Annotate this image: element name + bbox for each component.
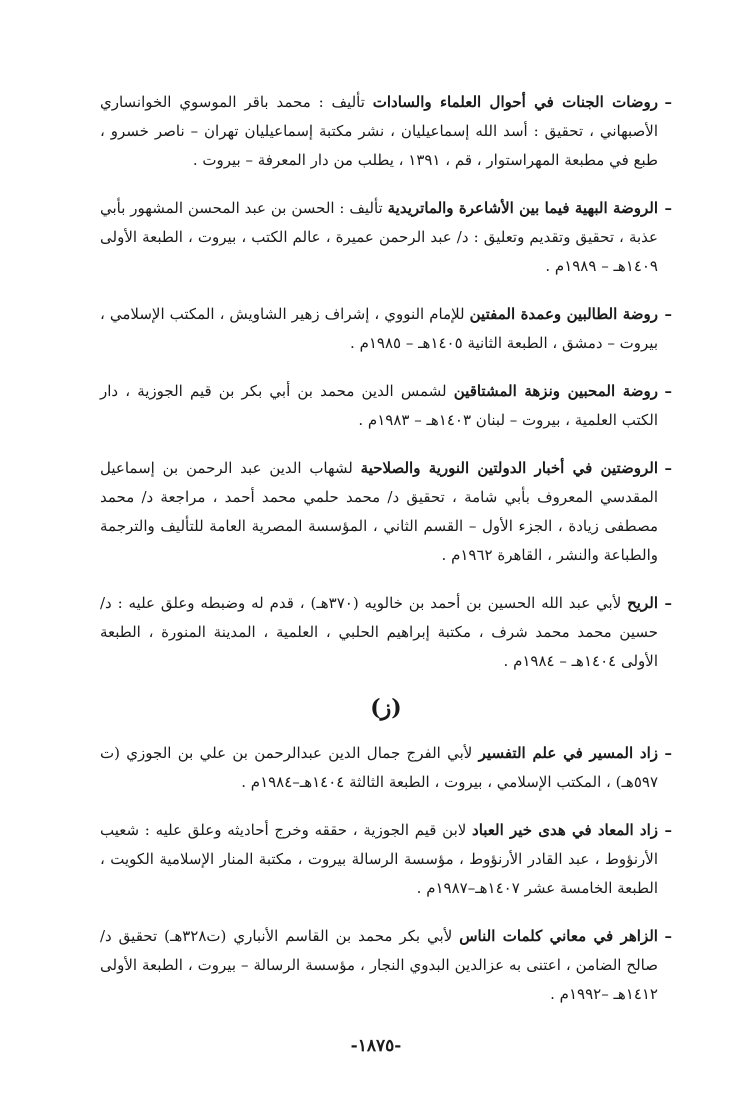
entry-title: روضة الطالبين وعمدة المفتين [469,305,659,323]
entry-details: تأليف : محمد باقر الموسوي الخوانساري الأصبهاني ، تحقيق : أسد الله إسماعيليان ، نشر مكتبة إسماعيليان تهران – ناصر خسرو ، طبع في مطبعة المهراستوار ، قم ، ١٣٩١ ، يطلب من دار المعرفة – بيروت . [100,93,658,169]
entry-details: لأبي عبد الله الحسين بن أحمد بن خالويه (٣٧٠هـ) ، قدم له وضبطه وعلق عليه : د/ حسين محمد محمد شرف ، مكتبة إبراهيم الحلبي ، العلمية ، المدينة المنورة ، الطبعة الأولى ١٤٠٤هـ – ١٩٨٤م . [100,594,658,670]
bibliography-entry [100,88,672,175]
entry-title: الريح [627,594,658,612]
bibliography-entry [100,194,672,281]
entry-details: لابن قيم الجوزية ، حققه وخرج أحاديثه وعلق عليه : شعيب الأرنؤوط ، عبد القادر الأرنؤوط ، مؤسسة الرسالة بيروت ، مكتبة المنار الإسلامية الكويت ، الطبعة الخامسة عشر ١٤٠٧هـ–١٩٨٧م . [100,821,658,897]
entry-title: الروضتين في أخبار الدولتين النورية والصلاحية [360,459,658,477]
entry-title: زاد المسير في علم التفسير [478,744,658,762]
entry-details: لأبي بكر محمد بن القاسم الأنباري (ت٣٢٨هـ) تحقيق د/ صالح الضامن ، اعتنى به عزالدين البدوي النجار ، مؤسسة الرسالة – بيروت ، الطبعة الأولى ١٤١٢هـ –١٩٩٢م . [100,927,658,1003]
bibliography-page [100,88,672,1028]
entry-details: لشمس الدين محمد بن أبي بكر بن قيم الجوزية ، دار الكتب العلمية ، بيروت – لبنان ١٤٠٣هـ – ١٩٨٣م . [100,382,658,429]
entry-details: تأليف : الحسن بن عبد المحسن المشهور بأبي عذبة ، تحقيق وتقديم وتعليق : د/ عبد الرحمن عميرة ، عالم الكتب ، بيروت ، الطبعة الأولى ١٤٠٩هـ – ١٩٨٩م . [100,199,658,275]
bibliography-entry [100,377,672,435]
page-number: -١٨٧٥- [350,1036,402,1056]
entry-title: الزاهر في معاني كلمات الناس [459,927,658,945]
entry-title: الروضة البهية فيما بين الأشاعرة والماتريدية [387,199,658,217]
entry-title: روضة المحبين ونزهة المشتاقين [453,382,659,400]
entry-details: لأبي الفرج جمال الدين عبدالرحمن بن علي بن الجوزي (ت ٥٩٧هـ) ، المكتب الإسلامي ، بيروت ، الطبعة الثالثة ١٤٠٤هـ–١٩٨٤م . [100,744,658,791]
bibliography-entry [100,300,672,358]
bibliography-entry [100,454,672,570]
bibliography-entry [100,816,672,903]
entry-title: زاد المعاد في هدى خير العباد [472,821,658,839]
bibliography-entry [100,589,672,676]
entry-title: روضات الجنات في أحوال العلماء والسادات [372,93,658,111]
bibliography-entry [100,739,672,797]
bibliography-entry [100,922,672,1009]
entry-details: لشهاب الدين عبد الرحمن بن إسماعيل المقدسي المعروف بأبي شامة ، تحقيق د/ محمد حلمي محمد أحمد ، مراجعة د/ محمد مصطفى زيادة ، الجزء الأول – القسم الثاني ، المؤسسة المصرية العامة للتأليف والترجمة والطباعة والنشر ، القاهرة ١٩٦٢م . [100,459,658,564]
section-letter-heading: (ز) [370,695,402,721]
entry-details: للإمام النووي ، إشراف زهير الشاويش ، المكتب الإسلامي ، بيروت – دمشق ، الطبعة الثانية ١٤٠٥هـ – ١٩٨٥م . [100,305,658,352]
